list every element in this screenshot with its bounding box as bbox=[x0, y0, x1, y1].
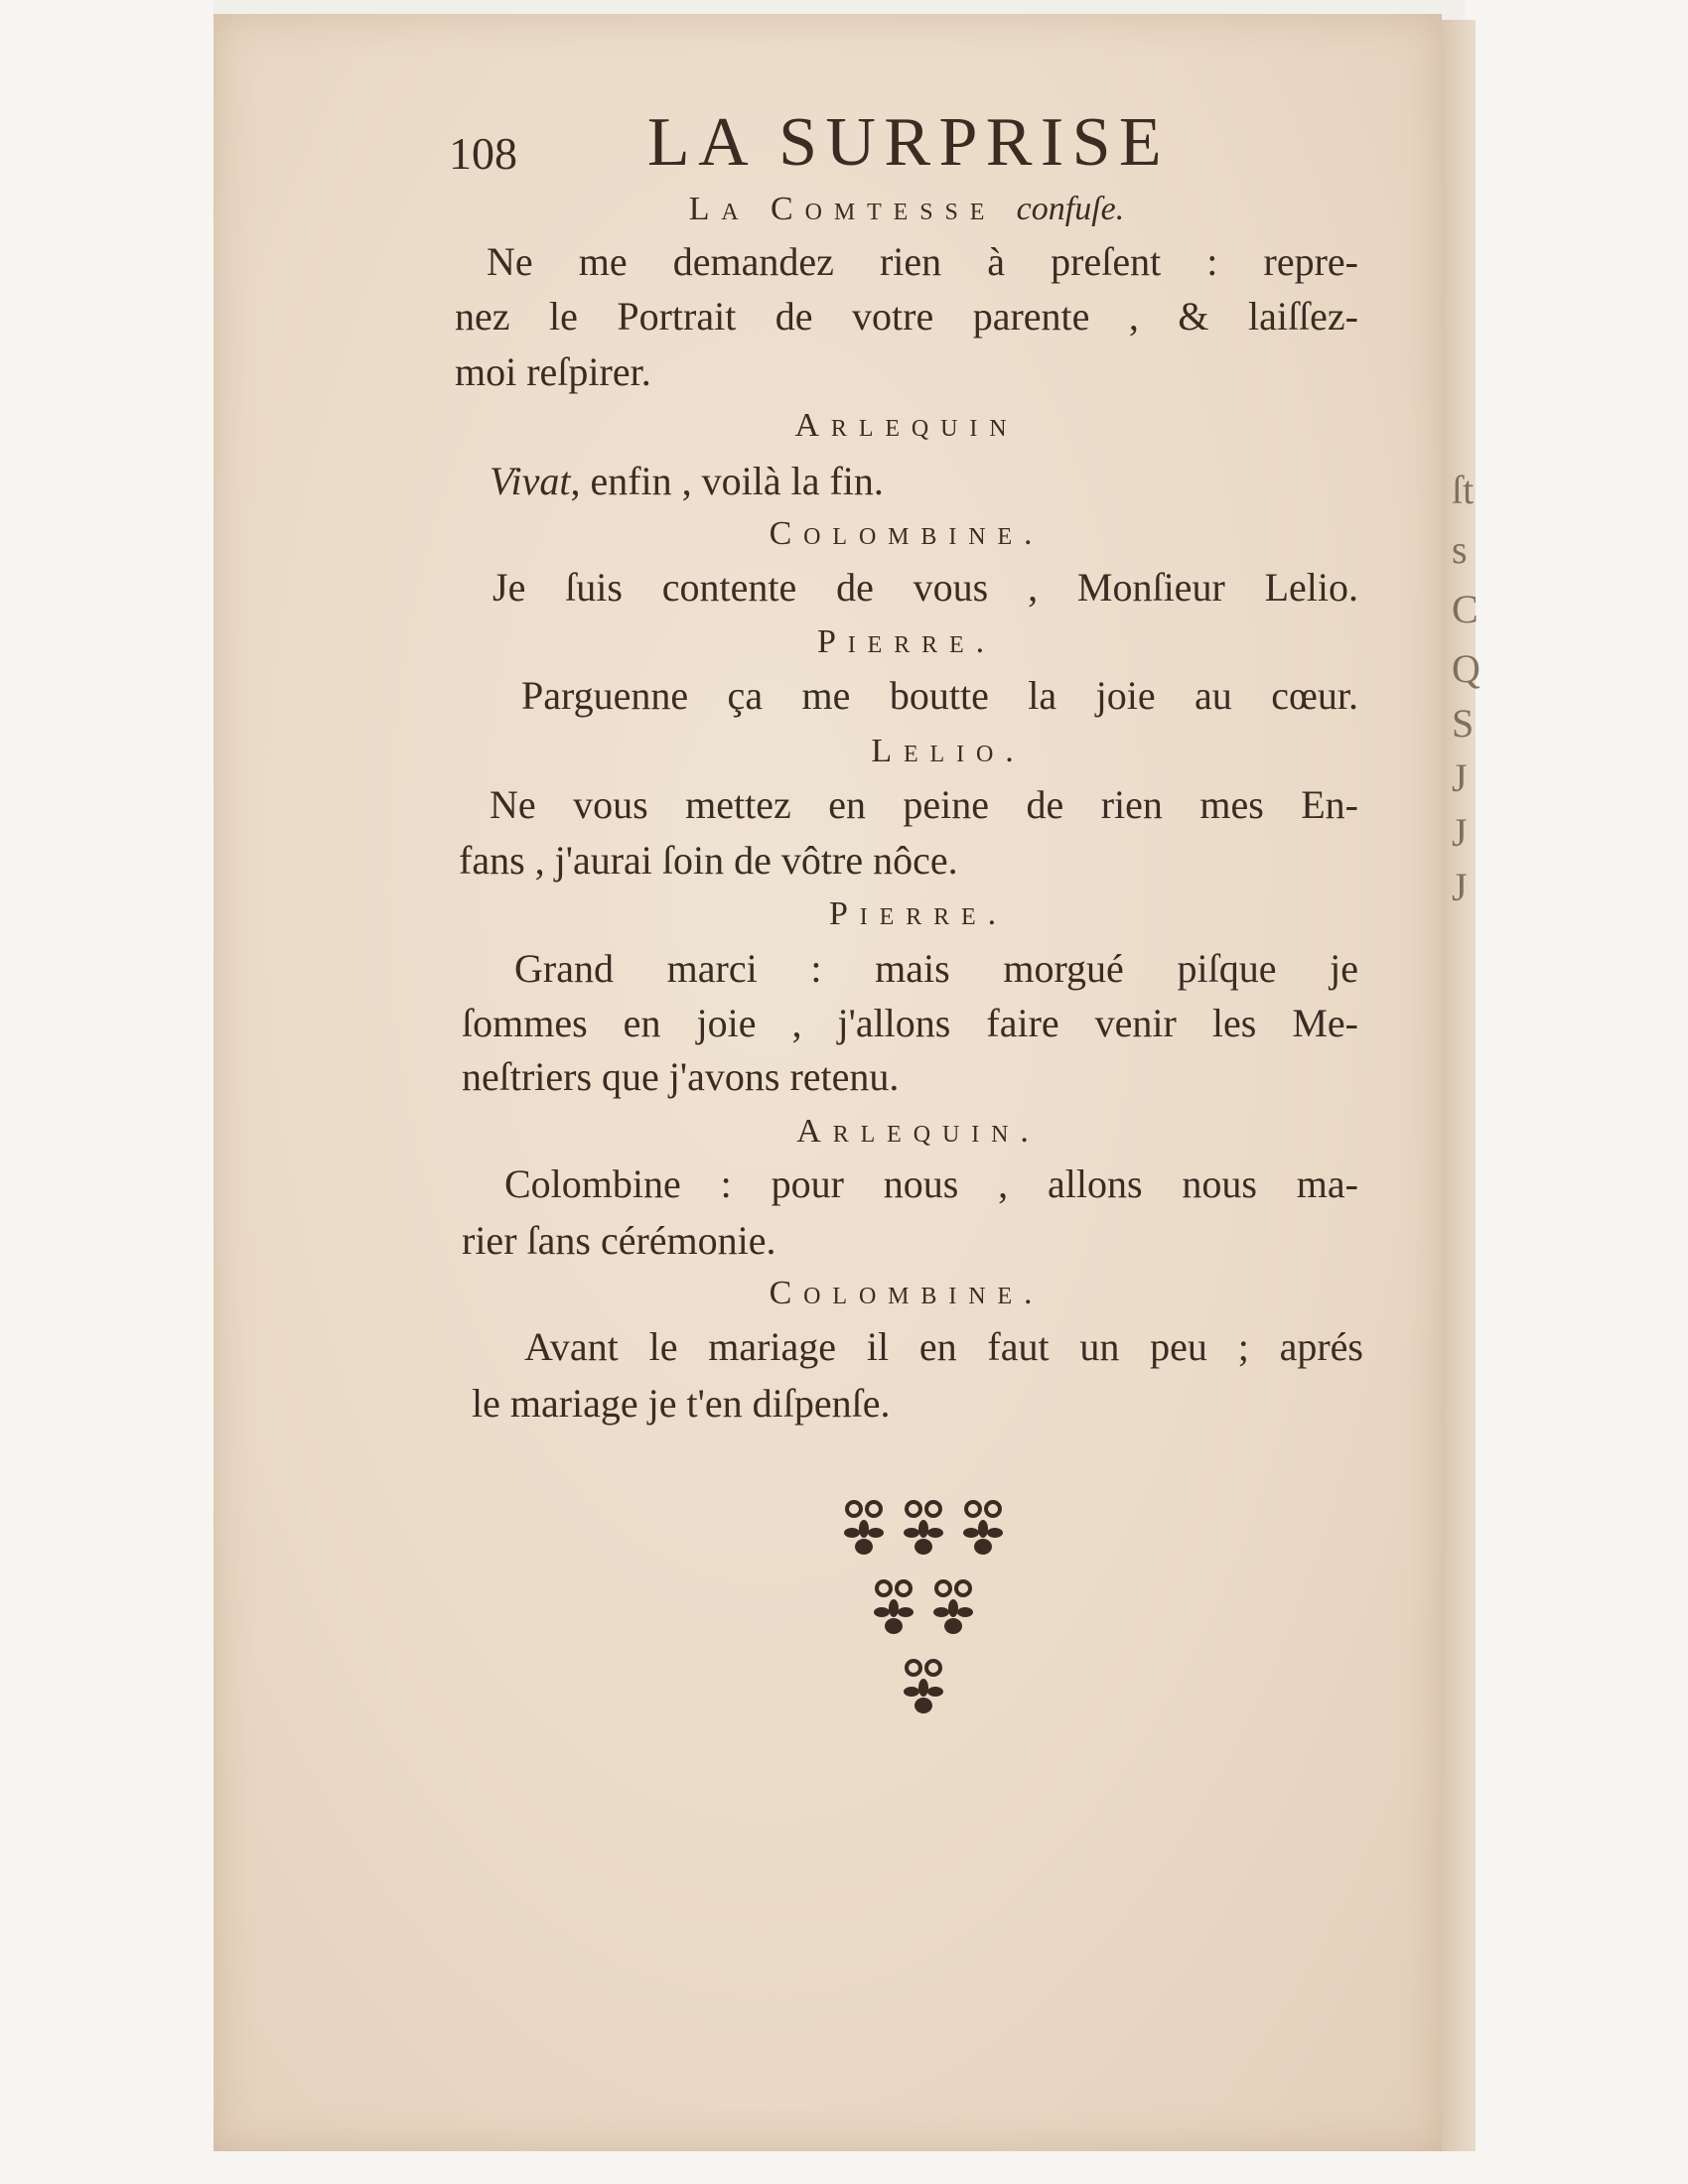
text-line: neſtriers que j'avons retenu. bbox=[462, 1054, 900, 1099]
italic-word: Vivat bbox=[490, 459, 571, 503]
stage-direction: confuſe. bbox=[1016, 191, 1125, 227]
speaker-heading bbox=[455, 182, 1358, 237]
speaker-name: La Comtesse bbox=[688, 191, 997, 227]
speaker-heading: Colombine. bbox=[769, 1275, 1045, 1311]
right-page-fragment: C bbox=[1452, 587, 1478, 631]
text-line: Colombine : pour nous , allons nous ma- bbox=[504, 1161, 1358, 1206]
text-line bbox=[490, 454, 884, 509]
text-line: Ne me demandez rien à preſent : repre- bbox=[487, 239, 1358, 284]
right-page-fragment: ſt bbox=[1452, 468, 1475, 512]
text-line: ſommes en joie , j'allons faire venir les Me- bbox=[462, 1001, 1358, 1045]
text-line: nez le Portrait de votre parente , & laiſſez- bbox=[455, 294, 1358, 339]
text-line: le mariage je t'en diſpenſe. bbox=[472, 1381, 891, 1426]
text-line: Avant le mariage il en faut un peu ; aprés bbox=[524, 1324, 1363, 1369]
adjacent-page-edge bbox=[1442, 20, 1476, 2151]
text-line: Parguenne ça me boutte la joie au cœur. bbox=[521, 673, 1358, 718]
speaker-heading: Arlequin bbox=[794, 407, 1019, 444]
text-line: fans , j'aurai ſoin de vôtre nôce. bbox=[459, 838, 958, 883]
speaker-heading: Pierre. bbox=[816, 623, 997, 660]
right-page-fragment: J bbox=[1452, 755, 1468, 800]
right-page-fragment: Q bbox=[1452, 646, 1480, 691]
speaker-heading: Arlequin. bbox=[796, 1113, 1041, 1150]
right-page-fragment: S bbox=[1452, 701, 1475, 746]
text-fragment: , enfin , voilà la fin. bbox=[570, 459, 884, 503]
right-page-fragment: J bbox=[1452, 865, 1468, 909]
text-line: rier ſans cérémonie. bbox=[462, 1218, 776, 1263]
fleuron-ornament-icon bbox=[829, 1494, 1018, 1742]
speaker-heading: Colombine. bbox=[769, 515, 1045, 552]
text-line: moi reſpirer. bbox=[455, 349, 651, 394]
page-number: 108 bbox=[449, 128, 517, 179]
text-line: Ne vous mettez en peine de rien mes En- bbox=[490, 782, 1358, 827]
right-page-fragment: J bbox=[1452, 810, 1468, 855]
speaker-heading: Lelio. bbox=[871, 733, 1026, 769]
text-line: Je ſuis contente de vous , Monſieur Lelio. bbox=[492, 565, 1358, 610]
running-title: LA SURPRISE bbox=[646, 104, 1171, 181]
text-line: Grand marci : mais morgué piſque je bbox=[514, 946, 1358, 991]
speaker-heading: Pierre. bbox=[828, 895, 1009, 932]
right-page-fragment: s bbox=[1452, 527, 1468, 572]
